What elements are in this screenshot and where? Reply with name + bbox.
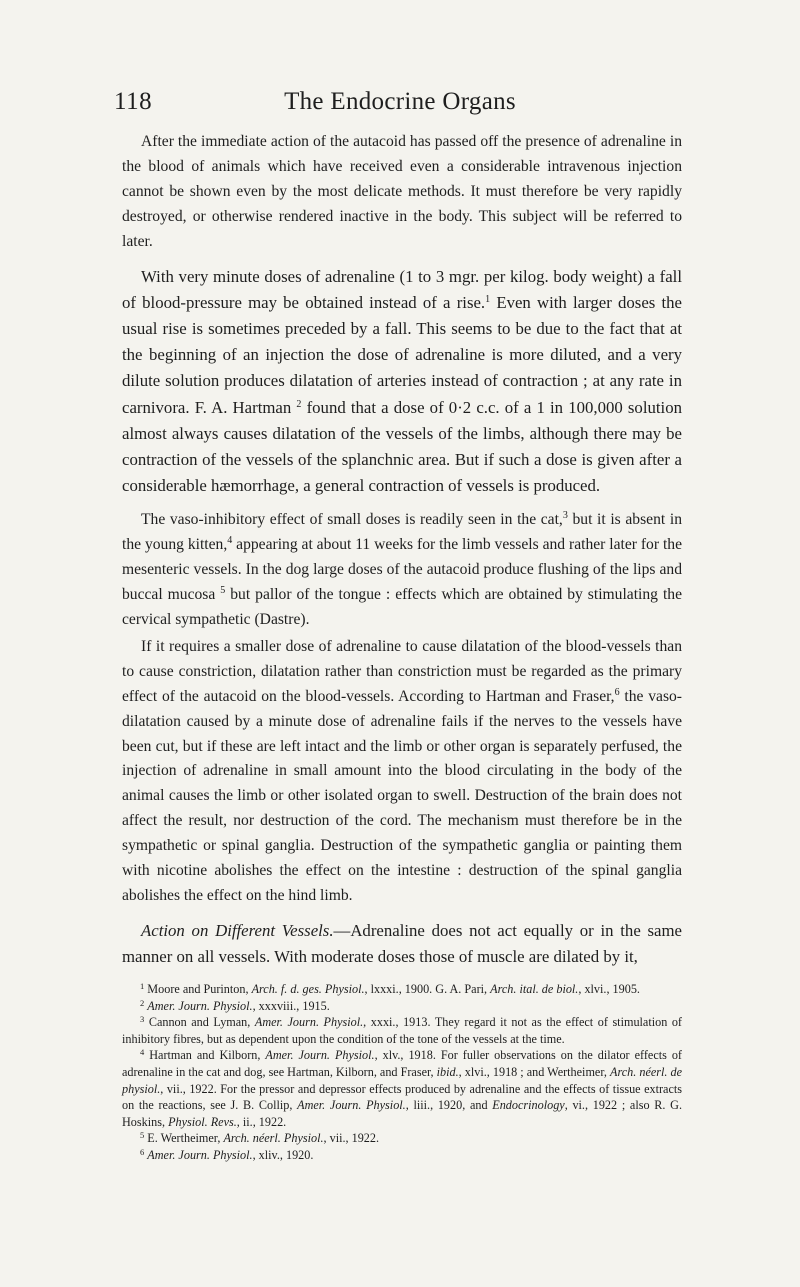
paragraph-5: Action on Different Vessels.—Adrenaline does not act equally or in the same manner on all vessels. With moderate doses those of muscle are dilated by it,	[122, 920, 683, 967]
citation-title: Amer. Journ. Physiol.	[265, 1048, 375, 1063]
footnote-ref-6: 6	[614, 686, 620, 698]
footnote-ref-1: 1	[485, 293, 491, 305]
footnote-text: , xlvi., 1905.	[578, 982, 640, 996]
footnote	[122, 981, 682, 998]
citation-title: Endocrinology	[492, 1098, 565, 1113]
footnote-text: , ii., 1922.	[236, 1114, 287, 1129]
footnote-mark: 1	[140, 981, 145, 991]
footnote-text: , xlvi., 1918 ; and Wertheimer,	[458, 1064, 611, 1079]
footnote-mark: 5	[140, 1130, 145, 1141]
paragraph-1: After the immediate action of the autacoid has passed off the presence of adrenaline in the blood of animals which have received even a considerable intravenous injection cannot be shown even by the most delicate methods. It must therefore be very rapidly destroyed, or otherwise rendered inactive in the body. This subject will be referred to later.	[122, 133, 682, 250]
page-header	[0, 88, 800, 128]
footnote-mark: 6	[140, 1146, 145, 1157]
footnote-text: , vii., 1922.	[323, 1131, 380, 1146]
footnote-ref-2: 2	[296, 398, 302, 410]
footnote-text: , vii., 1922. For the pressor and depressor effects produced by adrenaline and the effects of tissue extracts on the reactions, see J. B. Collip,	[122, 1081, 682, 1113]
footnote-text: , xxxviii., 1915.	[252, 998, 330, 1013]
citation-title: Amer. Journ. Physiol.	[297, 1098, 406, 1113]
footnote-text: , liii., 1920, and	[405, 1098, 493, 1113]
footnote-text: , lxxxi., 1900. G. A. Pari,	[364, 982, 491, 996]
footnotes	[122, 981, 682, 1164]
footnote-text: Cannon and Lyman,	[148, 1015, 255, 1030]
footnote-ref-4: 4	[227, 535, 233, 547]
footnote-text: , xxxi., 1913. They regard it not as the effect of stimulation of inhibitory fibres, but as dependent upon the condition of the tone of the vessels at the time.	[122, 1015, 682, 1046]
page-number: 118	[114, 88, 153, 115]
citation-title: Arch. f. d. ges. Physiol.	[251, 982, 365, 996]
citation-title: Arch. néerl. de physiol.	[122, 1064, 682, 1096]
footnote	[122, 998, 682, 1015]
citation-title: Amer. Journ. Physiol.	[147, 998, 253, 1013]
citation-title: Physiol. Revs.	[168, 1114, 237, 1129]
paragraph-4: If it requires a smaller dose of adrenaline to cause dilatation of the blood-vessels than to cause constriction, dilatation rather than constriction must be regarded as the primary effect of the autacoid on the blood-vessels. According to Hartman and Fraser,$^6$ the vaso-dilatation caused by a minute dose of adrenaline fails if the nerves to the vessels have been cut, but if these are left intact and the limb or other organ is separately perfused, the injection of adrenaline in small amount into the blood circulating in the body of the animal causes the limb or other isolated organ to swell. Destruction of the brain does not affect the result, nor destruction of the cord. The mechanism must therefore be in the sympathetic or spinal ganglia. Destruction of the sympathetic ganglia or painting them with nicotine abolishes the effect on the intestine : destruction of the spinal ganglia abolishes the effect on the hind limb.	[122, 637, 683, 904]
paragraph-3: The vaso-inhibitory effect of small doses is readily seen in the cat,$^3$ but it is absent in the young kitten,$^4$ appearing at about 11 weeks for the limb vessels and rather later for the mesenteric vessels. In the dog large doses of the autacoid produce flushing of the lips and buccal mucosa $^5$ but pallor of the tongue : effects which are obtained by stimulating the cervical sympathetic (Dastre).	[122, 510, 682, 628]
footnote-text: Hartman and Kilborn,	[149, 1048, 266, 1063]
running-title: The Endocrine Organs	[284, 88, 516, 115]
footnote	[122, 1147, 682, 1164]
footnote-mark: 4	[140, 1047, 145, 1058]
footnote-text: , xlv., 1918. For fuller observations on the dilator effects of adrenaline in the cat and dog, see Hartman, Kilborn, and Fraser,	[122, 1048, 682, 1079]
citation-title: Amer. Journ. Physiol.	[254, 1015, 364, 1030]
footnote-mark: 2	[140, 997, 145, 1008]
body-text	[122, 130, 682, 979]
footnote-text: Moore and Purinton,	[147, 982, 252, 996]
section-run-in-heading: Action on Different Vessels.	[141, 920, 334, 940]
citation-title: Amer. Journ. Physiol.	[147, 1147, 253, 1162]
footnote-ref-3: 3	[562, 510, 568, 522]
footnote	[122, 1130, 682, 1147]
citation-title: ibid.	[436, 1064, 459, 1079]
footnote	[122, 1047, 682, 1130]
footnote-ref-5: 5	[220, 585, 226, 597]
footnote-mark: 3	[140, 1014, 145, 1025]
footnote	[122, 1014, 682, 1047]
paragraph-2: With very minute doses of adrenaline (1 to 3 mgr. per kilog. body weight) a fall of blood-pressure may be obtained instead of a rise.$^1$ Even with larger doses the usual rise is sometimes preceded by a fall. This seems to be due to the fact that at the beginning of an injection the dose of adrenaline is more diluted, and a very dilute solution produces dilatation of arteries instead of contraction ; at any rate in carnivora. F. A. Hartman $^2$ found that a dose of 0·2 c.c. of a 1 in 100,000 solution almost always causes dilatation of the vessels of the limbs, although there may be contraction of the vessels of the splanchnic area. But if such a dose is given after a considerable hæmorrhage, a general contraction of vessels is produced.	[122, 266, 683, 496]
citation-title: Arch. néerl. Physiol.	[223, 1131, 324, 1146]
footnote-text: E. Wertheimer,	[147, 1131, 224, 1146]
footnote-text: , vi., 1922 ; also R. G. Hoskins,	[122, 1098, 682, 1129]
citation-title: Arch. ital. de biol.	[490, 982, 579, 996]
footnote-text: , xliv., 1920.	[252, 1147, 314, 1162]
